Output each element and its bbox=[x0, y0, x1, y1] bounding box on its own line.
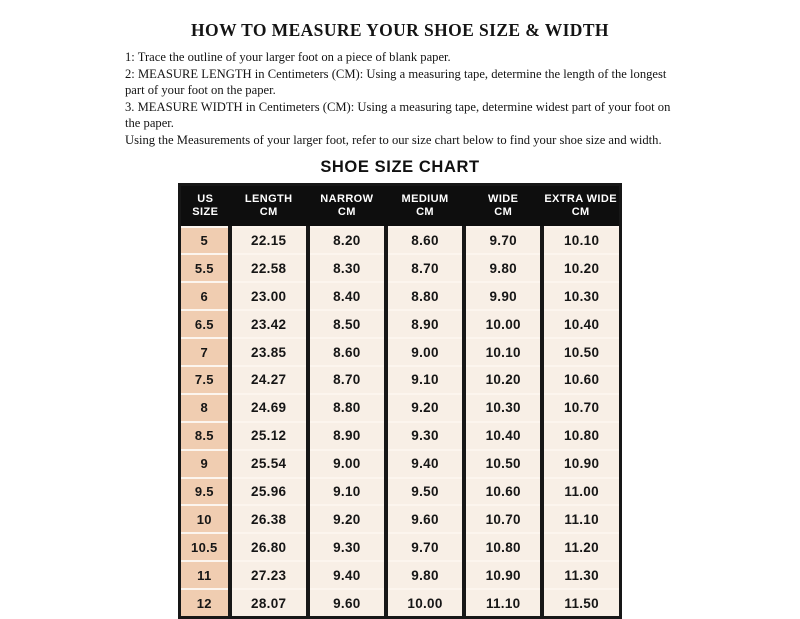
measurement-cell: 10.20 bbox=[542, 254, 620, 282]
table-row bbox=[180, 366, 621, 394]
measurement-cell: 10.50 bbox=[464, 450, 542, 478]
measurement-cell: 10.00 bbox=[464, 310, 542, 338]
measurement-cell: 9.20 bbox=[308, 505, 386, 533]
column-header: US SIZE bbox=[180, 184, 230, 227]
measurement-cell: 8.40 bbox=[308, 282, 386, 310]
measurement-cell: 9.40 bbox=[386, 450, 464, 478]
us-size-cell: 9 bbox=[180, 450, 230, 478]
table-row bbox=[180, 589, 621, 617]
table-row bbox=[180, 254, 621, 282]
measurement-cell: 9.10 bbox=[308, 478, 386, 506]
measurement-cell: 9.20 bbox=[386, 394, 464, 422]
table-body bbox=[180, 227, 621, 618]
measurement-cell: 8.90 bbox=[308, 422, 386, 450]
page-title: HOW TO MEASURE YOUR SHOE SIZE & WIDTH bbox=[191, 20, 609, 40]
us-size-cell: 10.5 bbox=[180, 533, 230, 561]
measurement-cell: 8.30 bbox=[308, 254, 386, 282]
measurement-cell: 11.10 bbox=[464, 589, 542, 617]
measurement-cell: 8.80 bbox=[308, 394, 386, 422]
us-size-cell: 9.5 bbox=[180, 478, 230, 506]
measurement-cell: 23.00 bbox=[230, 282, 308, 310]
measurement-cell: 11.20 bbox=[542, 533, 620, 561]
measurement-cell: 8.70 bbox=[386, 254, 464, 282]
measurement-cell: 8.20 bbox=[308, 227, 386, 255]
measurement-cell: 9.90 bbox=[464, 282, 542, 310]
us-size-cell: 10 bbox=[180, 505, 230, 533]
measurement-cell: 10.00 bbox=[386, 589, 464, 617]
measurement-cell: 10.50 bbox=[542, 338, 620, 366]
measurement-cell: 24.69 bbox=[230, 394, 308, 422]
measurement-cell: 9.70 bbox=[464, 227, 542, 255]
measurement-cell: 28.07 bbox=[230, 589, 308, 617]
measurement-cell: 9.40 bbox=[308, 561, 386, 589]
table-row bbox=[180, 338, 621, 366]
measurement-cell: 25.12 bbox=[230, 422, 308, 450]
measurement-cell: 25.96 bbox=[230, 478, 308, 506]
measurement-cell: 10.90 bbox=[464, 561, 542, 589]
instruction-note: Using the Measurements of your larger foot, refer to our size chart below to find your shoe size and width. bbox=[125, 132, 662, 147]
measurement-cell: 9.50 bbox=[386, 478, 464, 506]
instruction-step-3: 3. MEASURE WIDTH in Centimeters (CM): Using a measuring tape, determine widest part of your foot on the paper. bbox=[125, 99, 671, 131]
measurement-cell: 9.60 bbox=[386, 505, 464, 533]
measurement-cell: 9.60 bbox=[308, 589, 386, 617]
column-header: NARROW CM bbox=[308, 184, 386, 227]
column-header: MEDIUM CM bbox=[386, 184, 464, 227]
measurement-cell: 27.23 bbox=[230, 561, 308, 589]
shoe-size-table bbox=[178, 183, 622, 619]
measurement-cell: 9.00 bbox=[308, 450, 386, 478]
us-size-cell: 5 bbox=[180, 227, 230, 255]
measurement-cell: 10.30 bbox=[542, 282, 620, 310]
measurement-cell: 10.70 bbox=[464, 505, 542, 533]
measurement-cell: 8.50 bbox=[308, 310, 386, 338]
measurement-cell: 26.80 bbox=[230, 533, 308, 561]
column-header: EXTRA WIDE CM bbox=[542, 184, 620, 227]
measurement-cell: 24.27 bbox=[230, 366, 308, 394]
us-size-cell: 5.5 bbox=[180, 254, 230, 282]
instructions-block bbox=[125, 49, 683, 149]
measurement-cell: 8.80 bbox=[386, 282, 464, 310]
column-header: LENGTH CM bbox=[230, 184, 308, 227]
measurement-cell: 10.60 bbox=[464, 478, 542, 506]
measurement-cell: 10.90 bbox=[542, 450, 620, 478]
us-size-cell: 6.5 bbox=[180, 310, 230, 338]
us-size-cell: 11 bbox=[180, 561, 230, 589]
measurement-cell: 9.10 bbox=[386, 366, 464, 394]
table-row bbox=[180, 478, 621, 506]
table-row bbox=[180, 310, 621, 338]
measurement-cell: 9.70 bbox=[386, 533, 464, 561]
measurement-cell: 25.54 bbox=[230, 450, 308, 478]
instruction-step-2: 2: MEASURE LENGTH in Centimeters (CM): Using a measuring tape, determine the length of the longest part of your foot on the paper. bbox=[125, 66, 667, 98]
measurement-cell: 10.70 bbox=[542, 394, 620, 422]
measurement-cell: 11.50 bbox=[542, 589, 620, 617]
measurement-cell: 11.30 bbox=[542, 561, 620, 589]
measurement-cell: 9.30 bbox=[386, 422, 464, 450]
measurement-cell: 23.42 bbox=[230, 310, 308, 338]
measurement-cell: 10.80 bbox=[542, 422, 620, 450]
us-size-cell: 7 bbox=[180, 338, 230, 366]
measurement-cell: 10.40 bbox=[464, 422, 542, 450]
measurement-cell: 9.80 bbox=[464, 254, 542, 282]
table-row bbox=[180, 450, 621, 478]
table-row bbox=[180, 505, 621, 533]
column-header: WIDE CM bbox=[464, 184, 542, 227]
table-row bbox=[180, 422, 621, 450]
measurement-cell: 22.58 bbox=[230, 254, 308, 282]
measurement-cell: 10.80 bbox=[464, 533, 542, 561]
table-row bbox=[180, 282, 621, 310]
measurement-cell: 10.20 bbox=[464, 366, 542, 394]
measurement-cell: 11.00 bbox=[542, 478, 620, 506]
measurement-cell: 10.30 bbox=[464, 394, 542, 422]
measurement-cell: 11.10 bbox=[542, 505, 620, 533]
us-size-cell: 7.5 bbox=[180, 366, 230, 394]
measurement-cell: 26.38 bbox=[230, 505, 308, 533]
measurement-cell: 8.60 bbox=[386, 227, 464, 255]
measurement-cell: 22.15 bbox=[230, 227, 308, 255]
us-size-cell: 6 bbox=[180, 282, 230, 310]
measurement-cell: 10.60 bbox=[542, 366, 620, 394]
measurement-cell: 8.90 bbox=[386, 310, 464, 338]
measurement-cell: 10.10 bbox=[542, 227, 620, 255]
measurement-cell: 9.00 bbox=[386, 338, 464, 366]
table-row bbox=[180, 394, 621, 422]
table-header-row bbox=[180, 184, 621, 227]
us-size-cell: 8.5 bbox=[180, 422, 230, 450]
us-size-cell: 12 bbox=[180, 589, 230, 617]
measurement-cell: 9.80 bbox=[386, 561, 464, 589]
measurement-cell: 23.85 bbox=[230, 338, 308, 366]
instruction-step-1: 1: Trace the outline of your larger foot on a piece of blank paper. bbox=[125, 50, 451, 64]
us-size-cell: 8 bbox=[180, 394, 230, 422]
measurement-cell: 8.60 bbox=[308, 338, 386, 366]
table-row bbox=[180, 561, 621, 589]
measurement-cell: 10.10 bbox=[464, 338, 542, 366]
measurement-cell: 10.40 bbox=[542, 310, 620, 338]
measurement-cell: 9.30 bbox=[308, 533, 386, 561]
chart-heading: SHOE SIZE CHART bbox=[320, 157, 480, 176]
table-row bbox=[180, 533, 621, 561]
table-row bbox=[180, 227, 621, 255]
measurement-cell: 8.70 bbox=[308, 366, 386, 394]
